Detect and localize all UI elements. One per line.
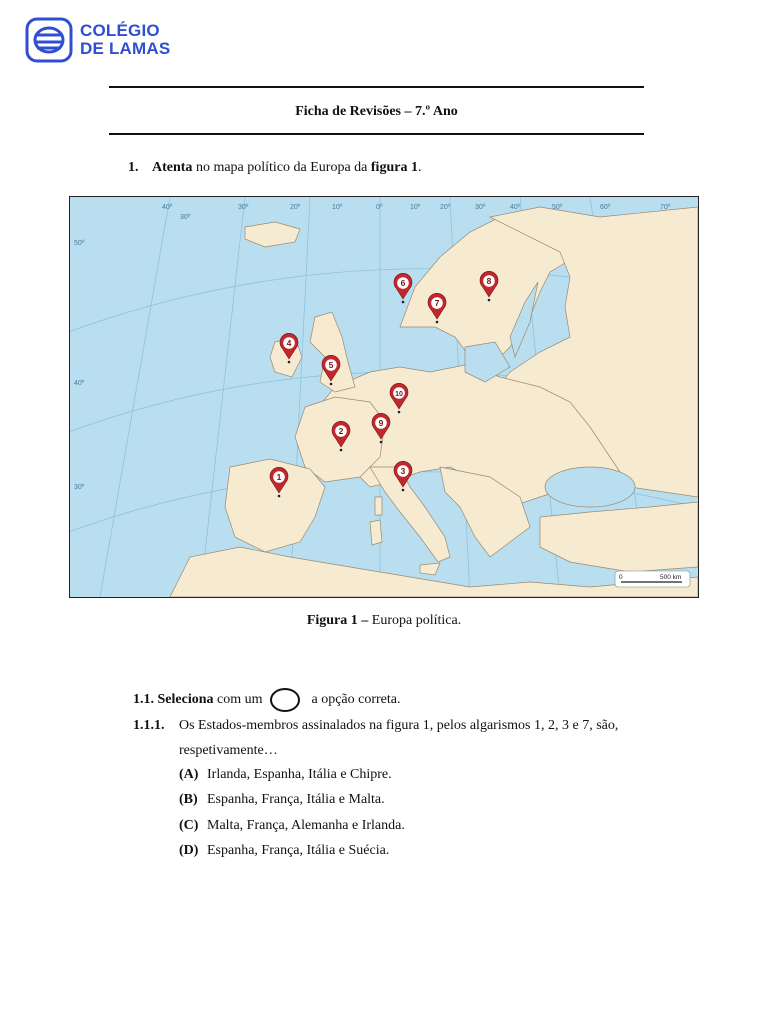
question-bold-word: Atenta [152,160,193,175]
lon-label: 0º [376,204,383,211]
circle-icon [270,688,300,712]
map-marker-label: 2 [338,426,344,436]
europe-political-map [69,196,699,598]
map-svg [70,197,698,597]
option-letter: (D) [179,842,199,858]
lon-label: 40º [510,204,521,211]
option-letter: (A) [179,767,199,782]
figure-caption [0,613,768,629]
lon-label: 20º [440,204,451,211]
lon-label: 70º [660,204,671,211]
subquestion-text-a: com um [213,692,263,708]
logo-line-1: COLÉGIO [80,21,160,40]
question-1-1-1 [133,713,693,763]
caption-label: Figura 1 – [306,613,369,628]
lon-label: 50º [552,204,563,211]
map-marker-label: 3 [400,466,406,476]
lon-label: 10º [332,204,343,211]
option-c[interactable] [179,813,405,838]
lon-label: 30º [238,204,249,211]
map-marker-label: 5 [328,360,334,370]
map-marker-label: 1 [276,472,282,482]
page-title: Ficha de Revisões – 7.º Ano [295,104,458,119]
question-1-1-1-number: 1.1.1. [133,718,165,733]
map-scale [615,571,690,587]
lat-label: 40º [74,380,85,387]
map-marker-label: 7 [434,298,440,308]
lon-label: 40º [162,204,173,211]
lon-label: 20º [290,204,301,211]
school-logo-icon [24,16,74,64]
option-b[interactable] [179,787,405,812]
subquestion-text-b: a opção correta. [311,692,401,708]
option-text: Espanha, França, Itália e Malta. [207,792,385,808]
scale-end: 500 km [660,574,682,581]
subquestion-bold-word: Seleciona [157,692,214,708]
header-bottom-rule [109,133,644,135]
map-marker-label: 9 [378,418,384,428]
lat-label: 30º [74,484,85,491]
lon-label: 60º [600,204,611,211]
option-a[interactable] [179,762,405,787]
option-letter: (B) [179,792,198,808]
subquestion-number: 1.1. [133,692,154,708]
map-marker-label: 4 [286,338,292,348]
option-text: Malta, França, Alemanha e Irlanda. [207,817,405,833]
lon-label: 10º [410,204,421,211]
question-text-b: . [417,160,422,175]
map-marker-label: 10 [395,391,403,398]
caption-text: Europa política. [368,613,462,628]
scale-start: 0 [619,574,623,581]
logo-text [80,22,170,58]
header-top-rule [109,86,644,88]
lon-label: 30º [475,204,486,211]
question-figure-ref: figura 1 [370,160,418,175]
option-text: Irlanda, Espanha, Itália e Chipre. [207,767,392,782]
lat-label: 50º [74,240,85,247]
question-1-1-1-text: Os Estados-membros assinalados na figura 1, pelos algarismos 1, 2, 3 e 7, são, respetivamente… [179,718,619,758]
question-1 [128,160,421,176]
option-letter: (C) [179,817,199,833]
option-d[interactable] [179,838,405,863]
map-marker-label: 6 [400,278,406,288]
map-marker-label: 8 [486,276,492,286]
option-text: Espanha, França, Itália e Suécia. [207,842,390,858]
logo-line-2: DE LAMAS [80,39,171,58]
subquestion-1-1 [133,688,401,712]
question-number: 1. [128,160,139,175]
lon-label: 30º [180,214,191,221]
school-logo [24,16,184,64]
answer-options [179,762,405,863]
question-text-a: no mapa político da Europa da [192,160,371,175]
